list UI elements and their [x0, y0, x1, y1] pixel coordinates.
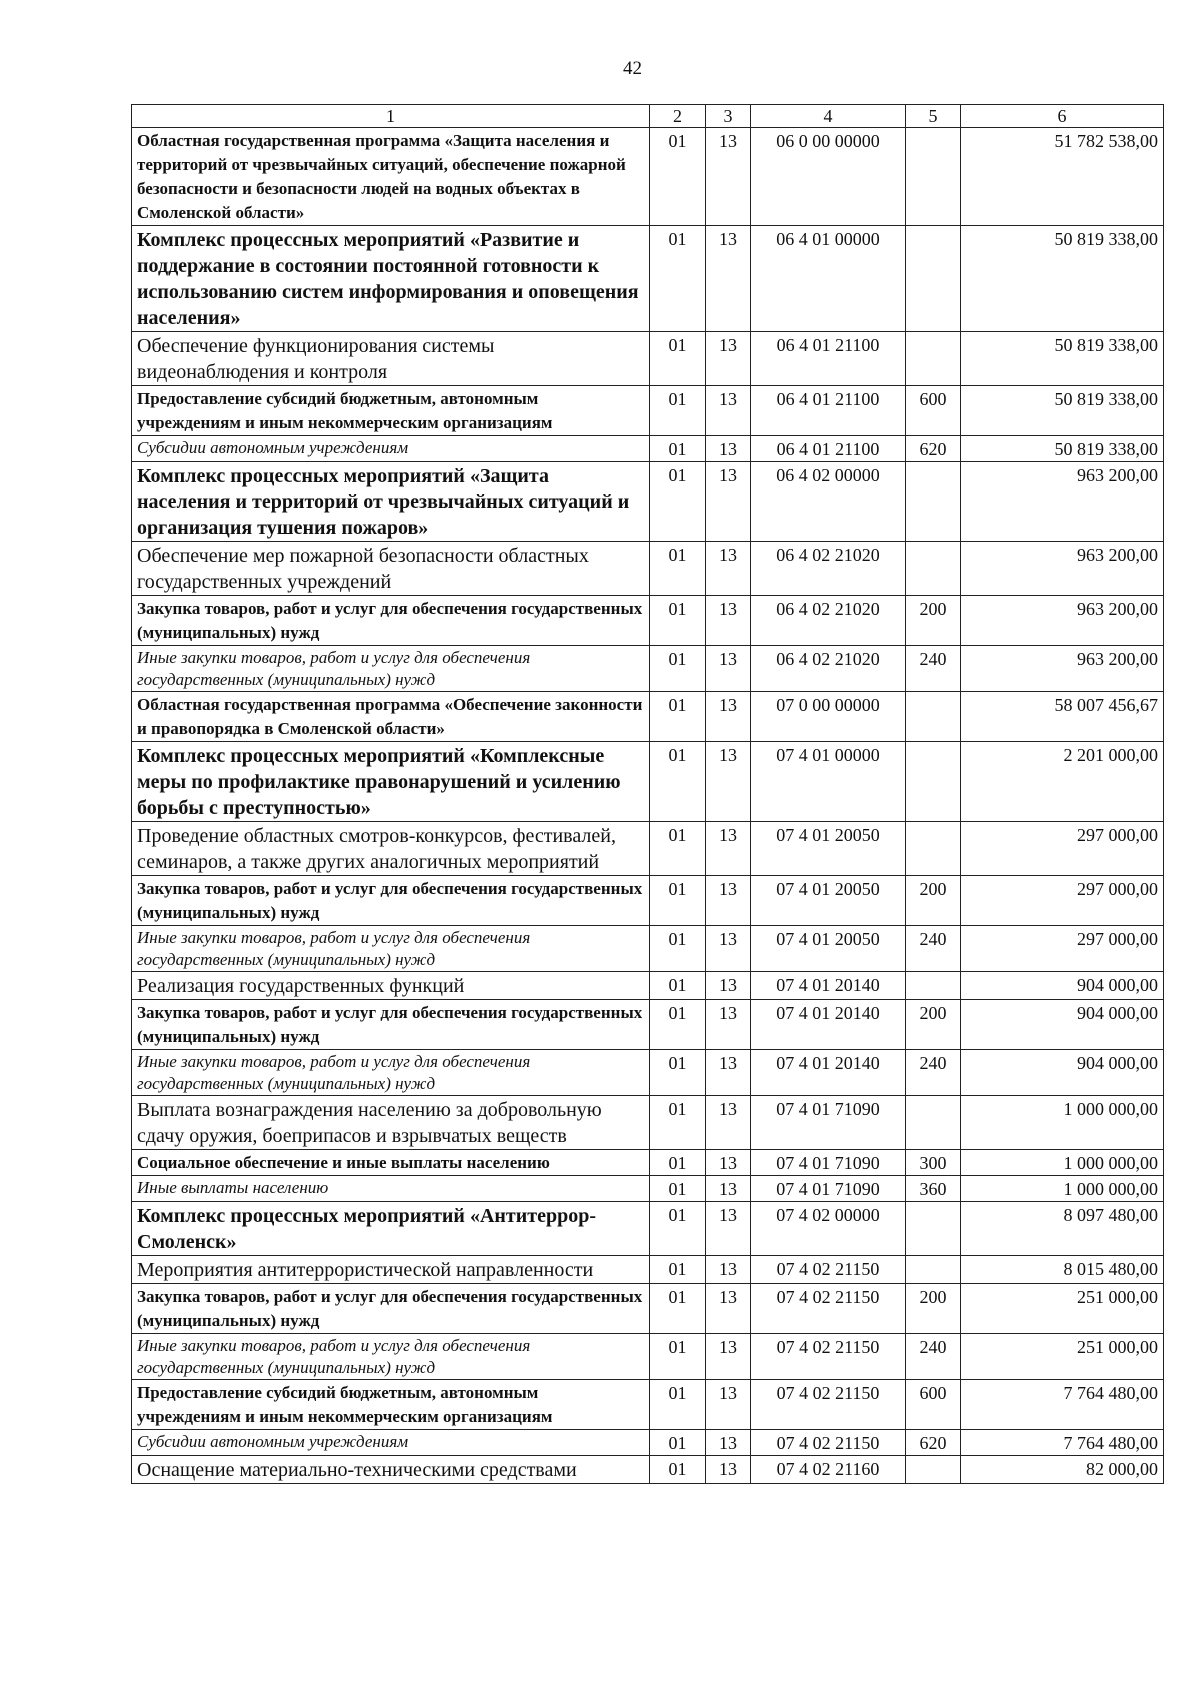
- row-expense-type: 240: [906, 646, 961, 692]
- budget-table: [131, 104, 1164, 1484]
- table-row: [132, 542, 1164, 596]
- row-amount: 963 200,00: [961, 646, 1164, 692]
- row-amount: 297 000,00: [961, 876, 1164, 926]
- row-expense-type: 200: [906, 596, 961, 646]
- row-amount: 904 000,00: [961, 1050, 1164, 1096]
- row-subsection-code: 13: [706, 1456, 751, 1484]
- row-amount: 297 000,00: [961, 822, 1164, 876]
- table-row: [132, 1430, 1164, 1456]
- row-expense-type: [906, 972, 961, 1000]
- row-subsection-code: 13: [706, 1284, 751, 1334]
- table-row: [132, 926, 1164, 972]
- row-section-code: 01: [650, 436, 706, 462]
- row-section-code: 01: [650, 1202, 706, 1256]
- row-section-code: 01: [650, 822, 706, 876]
- row-subsection-code: 13: [706, 926, 751, 972]
- row-expense-type: 240: [906, 1334, 961, 1380]
- row-section-code: 01: [650, 646, 706, 692]
- table-row: [132, 1150, 1164, 1176]
- row-amount: 50 819 338,00: [961, 226, 1164, 332]
- row-section-code: 01: [650, 332, 706, 386]
- row-section-code: 01: [650, 742, 706, 822]
- row-target-article: 07 4 01 20050: [751, 822, 906, 876]
- row-section-code: 01: [650, 226, 706, 332]
- row-subsection-code: 13: [706, 876, 751, 926]
- row-subsection-code: 13: [706, 436, 751, 462]
- row-amount: 963 200,00: [961, 596, 1164, 646]
- row-subsection-code: 13: [706, 972, 751, 1000]
- row-subsection-code: 13: [706, 1150, 751, 1176]
- row-subsection-code: 13: [706, 822, 751, 876]
- row-subsection-code: 13: [706, 1430, 751, 1456]
- row-target-article: 06 4 01 21100: [751, 332, 906, 386]
- row-target-article: 07 4 02 21150: [751, 1256, 906, 1284]
- row-subsection-code: 13: [706, 1096, 751, 1150]
- row-amount: 297 000,00: [961, 926, 1164, 972]
- row-target-article: 06 4 02 21020: [751, 596, 906, 646]
- page-number: 42: [623, 58, 642, 79]
- row-name: Субсидии автономным учреждениям: [132, 436, 650, 462]
- row-name: Иные выплаты населению: [132, 1176, 650, 1202]
- row-expense-type: [906, 1202, 961, 1256]
- row-name: Иные закупки товаров, работ и услуг для обеспечения государственных (муниципальных) нужд: [132, 1334, 650, 1380]
- table-row: [132, 876, 1164, 926]
- header-col-1: 1: [132, 105, 650, 128]
- row-amount: 251 000,00: [961, 1334, 1164, 1380]
- row-name: Комплекс процессных мероприятий «Антитеррор-Смоленск»: [132, 1202, 650, 1256]
- row-subsection-code: 13: [706, 692, 751, 742]
- table-row: [132, 1202, 1164, 1256]
- row-target-article: 07 4 01 00000: [751, 742, 906, 822]
- row-amount: 7 764 480,00: [961, 1380, 1164, 1430]
- row-amount: 51 782 538,00: [961, 128, 1164, 226]
- row-name: Иные закупки товаров, работ и услуг для обеспечения государственных (муниципальных) нужд: [132, 1050, 650, 1096]
- header-col-5: 5: [906, 105, 961, 128]
- table-row: [132, 1096, 1164, 1150]
- row-target-article: 06 4 01 21100: [751, 386, 906, 436]
- row-expense-type: 240: [906, 926, 961, 972]
- row-amount: 904 000,00: [961, 972, 1164, 1000]
- row-subsection-code: 13: [706, 1380, 751, 1430]
- table-row: [132, 692, 1164, 742]
- table-body: [132, 105, 1164, 1484]
- header-col-4: 4: [751, 105, 906, 128]
- table-row: [132, 128, 1164, 226]
- table-row: [132, 742, 1164, 822]
- row-expense-type: 200: [906, 1000, 961, 1050]
- row-expense-type: 600: [906, 386, 961, 436]
- row-section-code: 01: [650, 1456, 706, 1484]
- row-target-article: 07 4 01 20140: [751, 972, 906, 1000]
- row-expense-type: [906, 542, 961, 596]
- table-row: [132, 1284, 1164, 1334]
- row-target-article: 07 4 02 21150: [751, 1334, 906, 1380]
- row-subsection-code: 13: [706, 1202, 751, 1256]
- row-target-article: 07 4 01 71090: [751, 1150, 906, 1176]
- row-subsection-code: 13: [706, 1050, 751, 1096]
- row-section-code: 01: [650, 1150, 706, 1176]
- table-row: [132, 1176, 1164, 1202]
- row-section-code: 01: [650, 542, 706, 596]
- row-section-code: 01: [650, 386, 706, 436]
- row-amount: 50 819 338,00: [961, 386, 1164, 436]
- row-section-code: 01: [650, 128, 706, 226]
- row-target-article: 06 4 02 21020: [751, 646, 906, 692]
- row-section-code: 01: [650, 1000, 706, 1050]
- row-amount: 1 000 000,00: [961, 1096, 1164, 1150]
- row-subsection-code: 13: [706, 1176, 751, 1202]
- row-section-code: 01: [650, 1380, 706, 1430]
- row-section-code: 01: [650, 1334, 706, 1380]
- row-section-code: 01: [650, 1096, 706, 1150]
- row-name: Закупка товаров, работ и услуг для обеспечения государственных (муниципальных) нужд: [132, 1284, 650, 1334]
- table-row: [132, 646, 1164, 692]
- row-amount: 251 000,00: [961, 1284, 1164, 1334]
- row-target-article: 07 4 01 20140: [751, 1000, 906, 1050]
- row-target-article: 07 4 02 21150: [751, 1380, 906, 1430]
- row-section-code: 01: [650, 596, 706, 646]
- row-section-code: 01: [650, 1430, 706, 1456]
- table-row: [132, 1050, 1164, 1096]
- row-section-code: 01: [650, 926, 706, 972]
- row-subsection-code: 13: [706, 128, 751, 226]
- row-amount: 82 000,00: [961, 1456, 1164, 1484]
- header-col-3: 3: [706, 105, 751, 128]
- row-target-article: 06 4 02 00000: [751, 462, 906, 542]
- row-expense-type: 200: [906, 1284, 961, 1334]
- table-row: [132, 226, 1164, 332]
- header-col-6: 6: [961, 105, 1164, 128]
- row-name: Субсидии автономным учреждениям: [132, 1430, 650, 1456]
- row-expense-type: 360: [906, 1176, 961, 1202]
- row-target-article: 06 4 01 21100: [751, 436, 906, 462]
- row-name: Закупка товаров, работ и услуг для обеспечения государственных (муниципальных) нужд: [132, 1000, 650, 1050]
- row-amount: 2 201 000,00: [961, 742, 1164, 822]
- row-expense-type: [906, 332, 961, 386]
- row-name: Иные закупки товаров, работ и услуг для обеспечения государственных (муниципальных) нужд: [132, 646, 650, 692]
- row-name: Областная государственная программа «Обеспечение законности и правопорядка в Смоленской области»: [132, 692, 650, 742]
- row-expense-type: [906, 1096, 961, 1150]
- table-row: [132, 332, 1164, 386]
- row-section-code: 01: [650, 1176, 706, 1202]
- row-section-code: 01: [650, 972, 706, 1000]
- table-row: [132, 822, 1164, 876]
- row-name: Закупка товаров, работ и услуг для обеспечения государственных (муниципальных) нужд: [132, 596, 650, 646]
- row-expense-type: 620: [906, 1430, 961, 1456]
- row-target-article: 06 0 00 00000: [751, 128, 906, 226]
- row-name: Обеспечение мер пожарной безопасности областных государственных учреждений: [132, 542, 650, 596]
- table-row: [132, 1256, 1164, 1284]
- table-row: [132, 436, 1164, 462]
- row-target-article: 06 4 02 21020: [751, 542, 906, 596]
- row-name: Оснащение материально-техническими средствами: [132, 1456, 650, 1484]
- row-name: Комплекс процессных мероприятий «Развитие и поддержание в состоянии постоянной готовности к использованию систем информирования и оповещения населения»: [132, 226, 650, 332]
- row-amount: 58 007 456,67: [961, 692, 1164, 742]
- header-col-2: 2: [650, 105, 706, 128]
- row-name: Предоставление субсидий бюджетным, автономным учреждениям и иным некоммерческим организациям: [132, 386, 650, 436]
- table-row: [132, 1000, 1164, 1050]
- row-expense-type: 620: [906, 436, 961, 462]
- row-amount: 963 200,00: [961, 462, 1164, 542]
- row-amount: 963 200,00: [961, 542, 1164, 596]
- row-subsection-code: 13: [706, 1256, 751, 1284]
- row-amount: 904 000,00: [961, 1000, 1164, 1050]
- row-section-code: 01: [650, 1284, 706, 1334]
- row-expense-type: 200: [906, 876, 961, 926]
- row-expense-type: [906, 128, 961, 226]
- row-section-code: 01: [650, 692, 706, 742]
- header-row: [132, 105, 1164, 128]
- row-name: Мероприятия антитеррористической направленности: [132, 1256, 650, 1284]
- row-target-article: 07 4 02 21150: [751, 1284, 906, 1334]
- row-name: Проведение областных смотров-конкурсов, фестивалей, семинаров, а также других аналогичных мероприятий: [132, 822, 650, 876]
- row-expense-type: [906, 822, 961, 876]
- row-subsection-code: 13: [706, 462, 751, 542]
- row-amount: 8 015 480,00: [961, 1256, 1164, 1284]
- row-subsection-code: 13: [706, 332, 751, 386]
- row-expense-type: [906, 1256, 961, 1284]
- row-expense-type: 300: [906, 1150, 961, 1176]
- row-expense-type: [906, 462, 961, 542]
- row-section-code: 01: [650, 876, 706, 926]
- row-subsection-code: 13: [706, 742, 751, 822]
- table-row: [132, 462, 1164, 542]
- row-target-article: 07 0 00 00000: [751, 692, 906, 742]
- row-expense-type: [906, 692, 961, 742]
- row-expense-type: 240: [906, 1050, 961, 1096]
- table-row: [132, 1380, 1164, 1430]
- row-name: Выплата вознаграждения населению за добровольную сдачу оружия, боеприпасов и взрывчатых веществ: [132, 1096, 650, 1150]
- row-name: Иные закупки товаров, работ и услуг для обеспечения государственных (муниципальных) нужд: [132, 926, 650, 972]
- row-amount: 50 819 338,00: [961, 436, 1164, 462]
- row-target-article: 07 4 02 00000: [751, 1202, 906, 1256]
- row-target-article: 07 4 01 71090: [751, 1096, 906, 1150]
- row-section-code: 01: [650, 1050, 706, 1096]
- row-name: Закупка товаров, работ и услуг для обеспечения государственных (муниципальных) нужд: [132, 876, 650, 926]
- row-subsection-code: 13: [706, 1000, 751, 1050]
- table-row: [132, 596, 1164, 646]
- row-section-code: 01: [650, 1256, 706, 1284]
- row-target-article: 07 4 01 20050: [751, 876, 906, 926]
- row-target-article: 07 4 01 71090: [751, 1176, 906, 1202]
- row-name: Предоставление субсидий бюджетным, автономным учреждениям и иным некоммерческим организациям: [132, 1380, 650, 1430]
- row-expense-type: 600: [906, 1380, 961, 1430]
- row-name: Областная государственная программа «Защита населения и территорий от чрезвычайных ситуаций, обеспечение пожарной безопасности и безопасности людей на водных объектах в Смоленской области»: [132, 128, 650, 226]
- row-target-article: 07 4 01 20050: [751, 926, 906, 972]
- row-target-article: 07 4 02 21150: [751, 1430, 906, 1456]
- row-amount: 8 097 480,00: [961, 1202, 1164, 1256]
- row-name: Реализация государственных функций: [132, 972, 650, 1000]
- row-subsection-code: 13: [706, 1334, 751, 1380]
- row-amount: 7 764 480,00: [961, 1430, 1164, 1456]
- row-amount: 1 000 000,00: [961, 1176, 1164, 1202]
- row-section-code: 01: [650, 462, 706, 542]
- row-target-article: 06 4 01 00000: [751, 226, 906, 332]
- row-subsection-code: 13: [706, 646, 751, 692]
- row-amount: 1 000 000,00: [961, 1150, 1164, 1176]
- table-row: [132, 1456, 1164, 1484]
- row-subsection-code: 13: [706, 596, 751, 646]
- row-name: Социальное обеспечение и иные выплаты населению: [132, 1150, 650, 1176]
- table-row: [132, 972, 1164, 1000]
- row-name: Комплекс процессных мероприятий «Комплексные меры по профилактике правонарушений и усилению борьбы с преступностью»: [132, 742, 650, 822]
- row-expense-type: [906, 742, 961, 822]
- row-subsection-code: 13: [706, 542, 751, 596]
- row-subsection-code: 13: [706, 386, 751, 436]
- row-name: Комплекс процессных мероприятий «Защита населения и территорий от чрезвычайных ситуаций и организация тушения пожаров»: [132, 462, 650, 542]
- row-expense-type: [906, 1456, 961, 1484]
- row-expense-type: [906, 226, 961, 332]
- row-target-article: 07 4 01 20140: [751, 1050, 906, 1096]
- row-amount: 50 819 338,00: [961, 332, 1164, 386]
- table-row: [132, 1334, 1164, 1380]
- row-subsection-code: 13: [706, 226, 751, 332]
- row-target-article: 07 4 02 21160: [751, 1456, 906, 1484]
- table-row: [132, 386, 1164, 436]
- row-name: Обеспечение функционирования системы видеонаблюдения и контроля: [132, 332, 650, 386]
